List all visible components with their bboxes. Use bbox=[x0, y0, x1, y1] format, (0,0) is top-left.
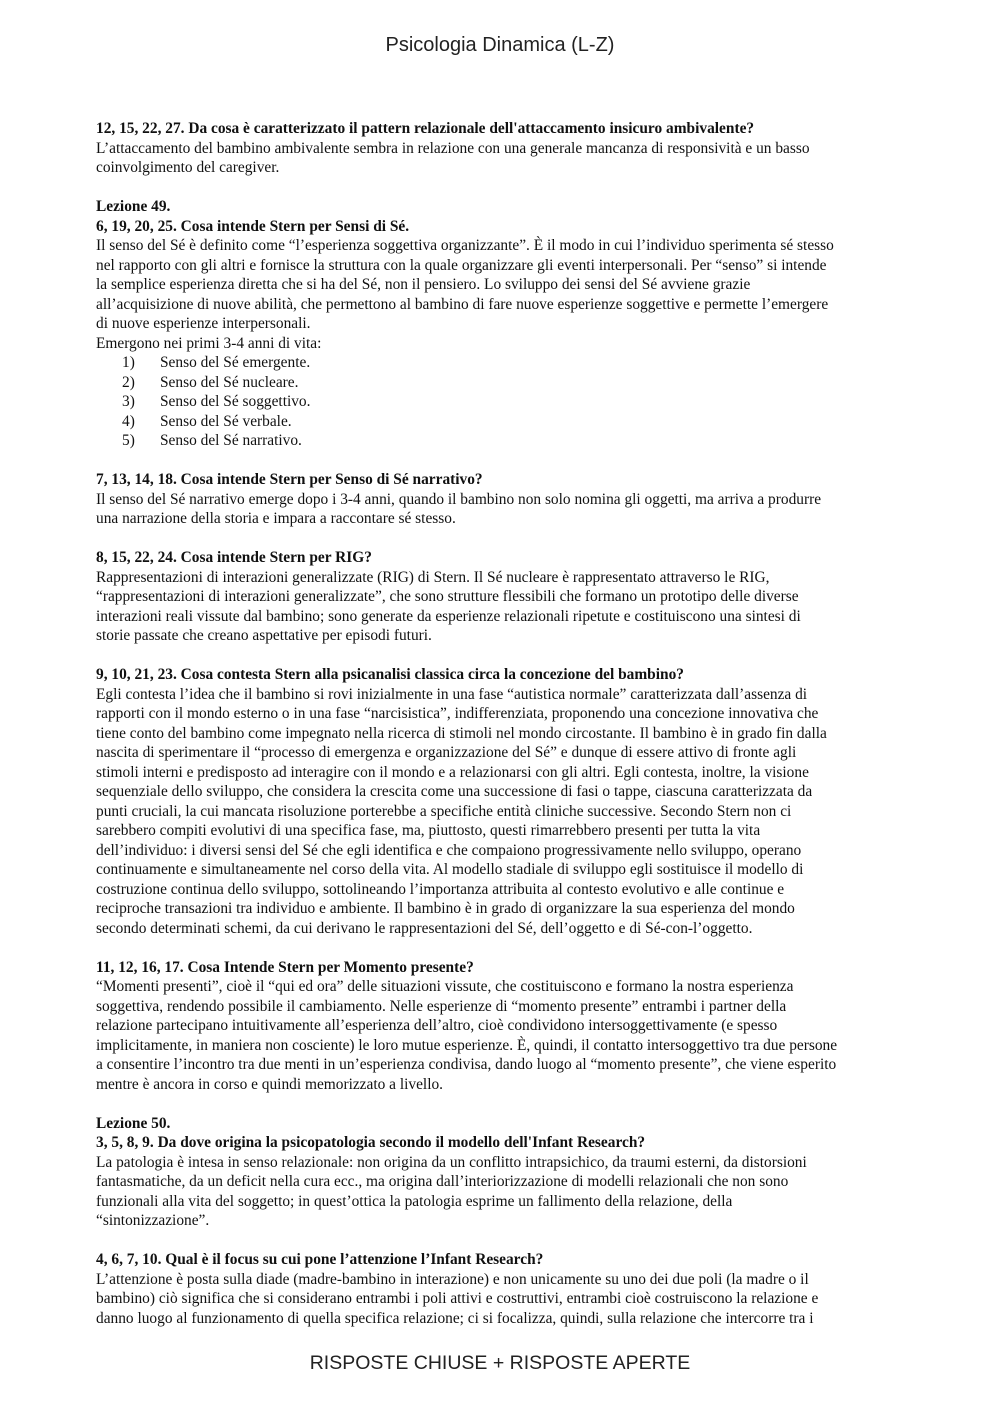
body-text-line: bambino) ciò significa che si considerano entrambi i poli attivi e costruttivi, entrambi cioè costruiscono la relazione e bbox=[96, 1290, 819, 1307]
list-item bbox=[96, 353, 908, 373]
paragraph-spacer bbox=[96, 1231, 908, 1251]
body-text-line: soggettiva, rendendo possibile il cambiamento. Nelle esperienze di “momento presente” entrambi i partner della bbox=[96, 997, 787, 1015]
body-text-line: stimoli interni e predisposto ad interagire con il mondo e a relazionarsi con gli altri. Egli contesta, inoltre, la visione bbox=[96, 763, 809, 781]
paragraph-spacer bbox=[96, 1094, 908, 1114]
paragraph-spacer bbox=[96, 646, 908, 666]
body-text-line: Rappresentazioni di interazioni generalizzate (RIG) di Stern. Il Sé nucleare è rappresentato attraverso le RIG, bbox=[96, 568, 770, 586]
paragraph-spacer bbox=[96, 938, 908, 958]
question-heading: 8, 15, 22, 24. Cosa intende Stern per RIG? bbox=[96, 549, 372, 566]
body-text-line: Il senso del Sé narrativo emerge dopo i 3-4 anni, quando il bambino non solo nomina gli oggetti, ma arriva a produrre bbox=[96, 490, 822, 508]
list-item-number: 4) bbox=[122, 412, 135, 430]
list-item-text: Senso del Sé nucleare. bbox=[160, 373, 299, 391]
question-heading: 11, 12, 16, 17. Cosa Intende Stern per Momento presente? bbox=[96, 958, 474, 976]
body-text-line: sequenziale dello sviluppo, che considera la crescita come una successione di fasi o tappe, ciascuna caratterizzata da bbox=[96, 783, 813, 800]
body-text-line: costruzione continua dello sviluppo, sottolineando l’importanza attribuita al contesto evolutivo e alle continue e bbox=[96, 880, 785, 898]
list-item bbox=[96, 412, 908, 432]
list-item-text: Senso del Sé soggettivo. bbox=[160, 393, 311, 410]
body-text-line: Egli contesta l’idea che il bambino si rovi inizialmente in una fase “autistica normale” caratterizzata dall’assenza di bbox=[96, 685, 808, 703]
question-heading: 4, 6, 7, 10. Qual è il focus su cui pone l’attenzione l’Infant Research? bbox=[96, 1251, 544, 1268]
list-item bbox=[96, 373, 908, 393]
paragraph-spacer bbox=[96, 529, 908, 549]
body-text-line: La patologia è intesa in senso relazionale: non origina da un conflitto intrapsichico, da traumi esterni, da distorsioni bbox=[96, 1153, 807, 1171]
body-text-line: tiene conto del bambino come impegnato nella ricerca di stimoli nel mondo circostante. Il bambino è in grado fin dalla bbox=[96, 724, 827, 742]
body-text-line: fantasmatiche, da un deficit nella cura ecc., ma origina dall’interiorizzazione di modelli relazionali che non sono bbox=[96, 1173, 789, 1190]
body-text-line: sarebbero compiti evolutivi di una specifica fase, ma, piuttosto, questi rimarrebbero presenti per tutta la vita bbox=[96, 822, 761, 839]
document-body bbox=[96, 119, 908, 1328]
paragraph-spacer bbox=[96, 178, 908, 198]
question-heading: Lezione 50. bbox=[96, 1114, 171, 1132]
body-text-line: rapporti con il mondo esterno o in una fase “narcisistica”, indifferenziata, proponendo una concezione innovativa che bbox=[96, 705, 819, 722]
body-text-line: punti cruciali, la cui mancata risoluzione porterebbe a specifiche entità cliniche successive. Secondo Stern non ci bbox=[96, 802, 792, 820]
body-text-line: danno luogo al funzionamento di quella specifica relazione; ci si focalizza, quindi, sulla relazione che intercorre tra i bbox=[96, 1309, 814, 1327]
body-text-line: L’attenzione è posta sulla diade (madre-bambino in interazione) e non unicamente su uno dei due poli (la madre o il bbox=[96, 1270, 809, 1288]
body-text-line: una narrazione della storia e impara a raccontare sé stesso. bbox=[96, 510, 456, 527]
list-item-number: 1) bbox=[122, 354, 135, 371]
body-text-line: “Momenti presenti”, cioè il “qui ed ora” delle situazioni vissute, che costituiscono e formano la nostra esperienza bbox=[96, 978, 794, 995]
body-text-line: di nuove esperienze interpersonali. bbox=[96, 315, 311, 332]
body-text-line: a consentire l’incontro tra due menti in un’esperienza condivisa, dando luogo al “momento presente”, che viene esperito bbox=[96, 1056, 837, 1073]
body-text-line: Il senso del Sé è definito come “l’esperienza soggettiva organizzante”. È il modo in cui l’individuo sperimenta sé stesso bbox=[96, 237, 834, 254]
body-text-line: funzionali alla vita del soggetto; in quest’ottica la patologia esprime un fallimento della relazione, della bbox=[96, 1192, 733, 1210]
page-footer: RISPOSTE CHIUSE + RISPOSTE APERTE bbox=[309, 1352, 691, 1374]
body-text-line: continuamente e simultaneamente nel corso della vita. Al modello stadiale di sviluppo egli sostituisce il modello di bbox=[96, 861, 804, 878]
body-text-line: Emergono nei primi 3-4 anni di vita: bbox=[96, 334, 322, 352]
list-item bbox=[96, 431, 908, 451]
body-text-line: storie passate che creano aspettative per episodi futuri. bbox=[96, 627, 432, 644]
question-heading: 9, 10, 21, 23. Cosa contesta Stern alla psicanalisi classica circa la concezione del bambino? bbox=[96, 666, 684, 683]
paragraph-spacer bbox=[96, 451, 908, 471]
body-text-line: nascita di sperimentare il “processo di emergenza e organizzazione del Sé” e dunque di essere attivo di fronte agli bbox=[96, 744, 797, 761]
body-text-line: secondo determinati schemi, da cui derivano le rappresentazioni del Sé, dell’oggetto e di Sé-con-l’oggetto. bbox=[96, 919, 753, 937]
question-heading: Lezione 49. bbox=[96, 198, 171, 215]
list-item bbox=[96, 392, 908, 412]
question-heading: 3, 5, 8, 9. Da dove origina la psicopatologia secondo il modello dell'Infant Research? bbox=[96, 1134, 646, 1151]
body-text-line: implicitamente, in maniera non cosciente) le loro mutue esperienze. È, quindi, il contatto intersoggettivo tra due persone bbox=[96, 1036, 838, 1054]
list-item-number: 2) bbox=[122, 373, 135, 391]
body-text-line: reciproche transazioni tra individuo e ambiente. Il bambino è in grado di organizzare la sua esperienza del mondo bbox=[96, 900, 795, 917]
body-text-line: mentre è ancora in corso e quindi memorizzato a livello. bbox=[96, 1075, 444, 1093]
body-text-line: L’attaccamento del bambino ambivalente sembra in relazione con una generale mancanza di responsività e un basso bbox=[96, 139, 810, 157]
body-text-line: la semplice esperienza diretta che si ha del Sé, non il pensiero. Lo sviluppo dei sensi del Sé avviene grazie bbox=[96, 276, 751, 293]
body-text-line: all’acquisizione di nuove abilità, che permettono al bambino di fare nuove esperienze soggettive e permette l’emergere bbox=[96, 295, 829, 313]
page-header: Psicologia Dinamica (L-Z) bbox=[385, 34, 615, 56]
body-text-line: coinvolgimento del caregiver. bbox=[96, 159, 280, 176]
body-text-line: “rappresentazioni di interazioni generalizzate”, che sono strutture flessibili che formano un prototipo delle diverse bbox=[96, 588, 799, 605]
body-text-line: relazione partecipano intuitivamente all’esperienza dell’altro, cioè condividono intersoggettivamente (e spesso bbox=[96, 1017, 778, 1034]
body-text-line: “sintonizzazione”. bbox=[96, 1212, 210, 1229]
question-heading: 12, 15, 22, 27. Da cosa è caratterizzato il pattern relazionale dell'attaccamento insicuro ambivalente? bbox=[96, 120, 755, 137]
body-text-line: dell’individuo: i diversi sensi del Sé che egli identifica e che compaiono progressivamente nello sviluppo, operano bbox=[96, 841, 802, 859]
list-item-text: Senso del Sé verbale. bbox=[160, 412, 292, 430]
question-heading: 6, 19, 20, 25. Cosa intende Stern per Sensi di Sé. bbox=[96, 217, 410, 235]
list-item-text: Senso del Sé narrativo. bbox=[160, 432, 302, 449]
question-heading: 7, 13, 14, 18. Cosa intende Stern per Senso di Sé narrativo? bbox=[96, 471, 483, 488]
list-item-number: 3) bbox=[122, 393, 135, 410]
body-text-line: interazioni reali vissute dal bambino; sono generate da esperienze relazionali ripetute e costituiscono una sintesi di bbox=[96, 607, 801, 625]
body-text-line: nel rapporto con gli altri e fornisce la struttura con la quale organizzare gli eventi interpersonali. Per “senso” si intende bbox=[96, 256, 827, 274]
list-item-text: Senso del Sé emergente. bbox=[160, 354, 311, 371]
list-item-number: 5) bbox=[122, 432, 135, 449]
